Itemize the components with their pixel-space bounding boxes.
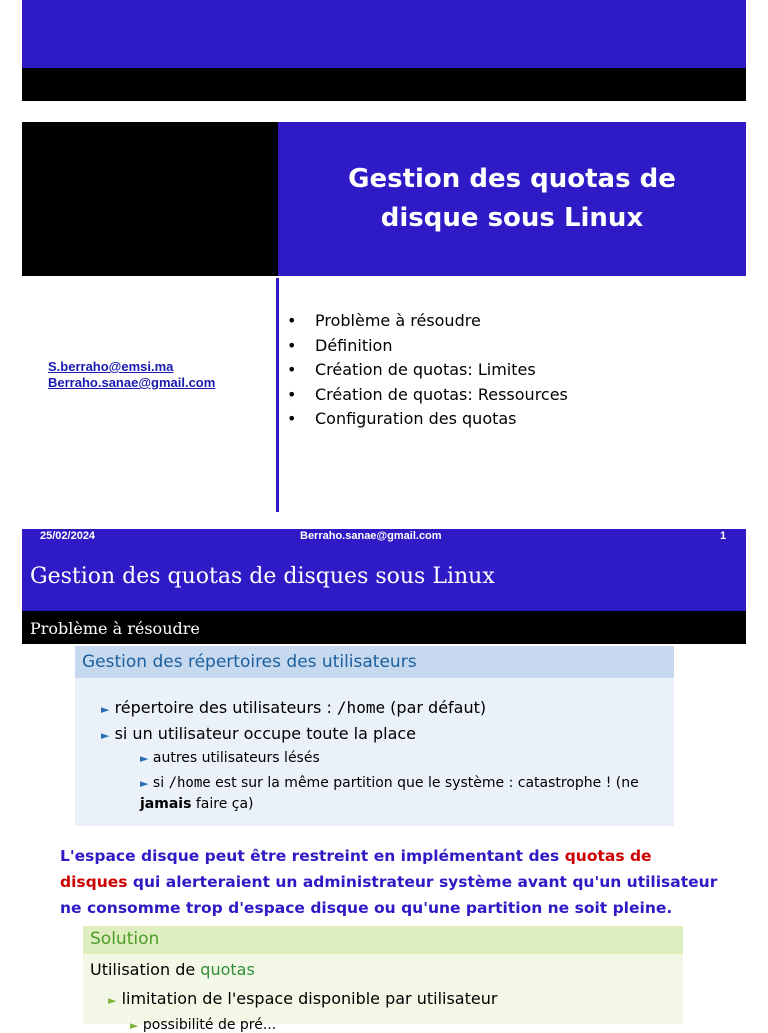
solution-block-title: Solution	[90, 929, 160, 949]
agenda-item: • Définition	[287, 334, 568, 359]
triangle-bullet-icon: ►	[101, 729, 110, 742]
highlight-text: quotas de disques	[60, 847, 652, 891]
list-item: ► répertoire des utilisateurs : /home (par défaut)	[101, 698, 487, 717]
triangle-bullet-icon: ►	[101, 703, 110, 716]
footer-date: 25/02/2024	[40, 530, 96, 542]
agenda-item: • Problème à résoudre	[287, 309, 568, 334]
triangle-bullet-icon: ►	[130, 1019, 139, 1032]
info-block-title: Gestion des répertoires des utilisateurs	[82, 652, 417, 672]
agenda-list	[287, 309, 568, 432]
triangle-bullet-icon: ►	[108, 994, 117, 1007]
top-banner-blue	[22, 0, 746, 68]
list-item: ► limitation de l'espace disponible par utilisateur	[108, 989, 498, 1008]
agenda-item: • Configuration des quotas	[287, 407, 568, 432]
footer-email: Berraho.sanae@gmail.com	[300, 530, 442, 542]
title-block-left	[22, 122, 278, 276]
sub-list-item: ► si /home est sur la même partition que le système : catastrophe ! (ne jamais faire ça)	[140, 775, 639, 812]
contact-email-gmail[interactable]: Berraho.sanae@gmail.com	[48, 375, 216, 390]
presentation-title: Gestion des quotas de disque sous Linux	[348, 164, 676, 233]
slide-subtitle: Problème à résoudre	[30, 619, 200, 638]
vertical-divider	[276, 278, 279, 512]
footer-page-number: 1	[720, 530, 727, 542]
list-item: ► si un utilisateur occupe toute la place	[101, 724, 417, 743]
top-banner-black	[22, 68, 746, 101]
solution-block-header	[83, 926, 683, 954]
contact-email-emsi[interactable]: S.berraho@emsi.ma	[48, 359, 174, 374]
contact-links	[48, 359, 215, 391]
solution-intro: Utilisation de quotas	[90, 960, 255, 979]
slide-title: Gestion des quotas de disques sous Linux	[30, 564, 495, 589]
explanation-paragraph: L'espace disque peut être restreint en implémentant des quotas de disques qui alerteraient un administrateur système avant qu'un utilisateur ne consomme trop d'espace disque ou qu'une partition ne soit pleine.	[60, 847, 718, 917]
title-block	[278, 122, 746, 276]
list-item: ► possibilité de pré...	[130, 1017, 277, 1033]
sub-list-item: ► autres utilisateurs lésés	[140, 750, 320, 766]
triangle-bullet-icon: ►	[140, 752, 149, 765]
triangle-bullet-icon: ►	[140, 777, 149, 790]
agenda-item: • Création de quotas: Limites	[287, 358, 568, 383]
agenda-item: • Création de quotas: Ressources	[287, 383, 568, 408]
